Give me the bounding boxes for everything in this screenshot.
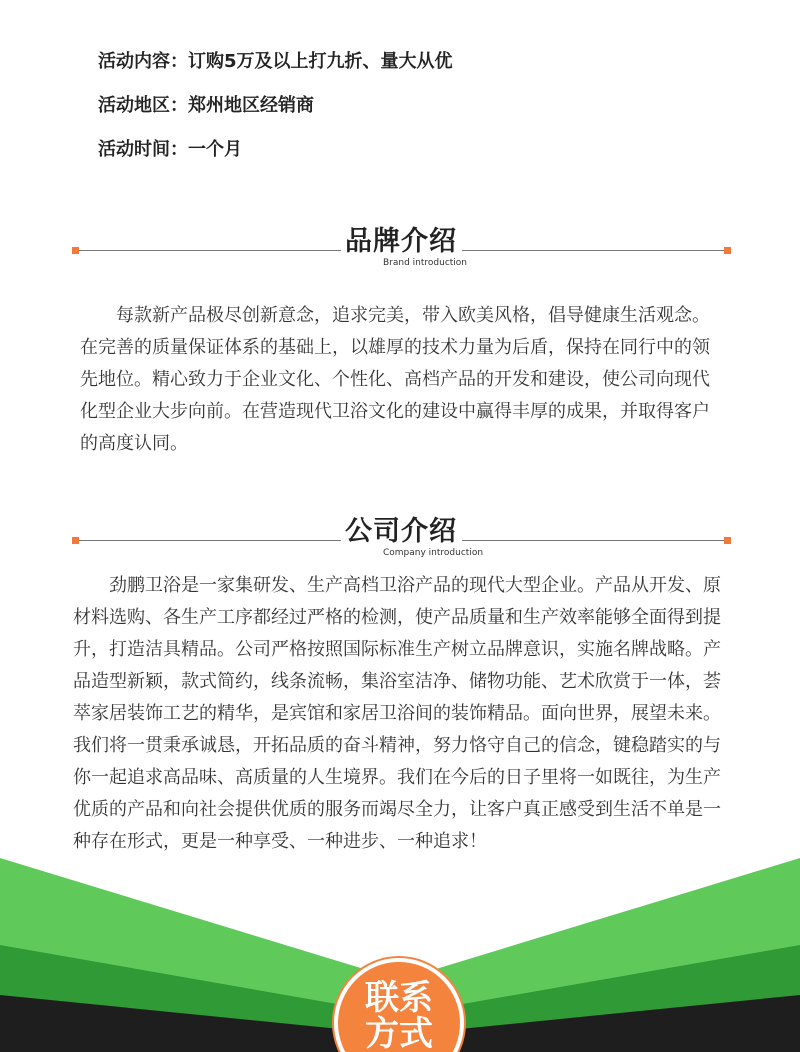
left-rule <box>79 250 341 251</box>
brand-subtitle: Brand introduction <box>383 258 468 268</box>
company-title-block <box>345 516 483 558</box>
right-rule <box>462 250 724 251</box>
company-title: 公司介绍 <box>345 516 457 547</box>
left-dot <box>72 247 79 254</box>
activity-region: 活动地区：郑州地区经销商 <box>98 95 314 116</box>
right-rule <box>462 540 724 541</box>
brand-section-header <box>0 226 800 276</box>
company-paragraph: 劲鹏卫浴是一家集研发、生产高档卫浴产品的现代大型企业。产品从开发、原材料选购、各生产工序都经过严格的检测，使产品质量和生产效率能够全面得到提升，打造洁具精品。公司严格按照国际标准生产树立品牌意识，实施名牌战略。产品造型新颖，款式简约，线条流畅，集浴室洁净、储物功能、艺术欣赏于一体，荟萃家居装饰工艺的精华，是宾馆和家居卫浴间的装饰精品。面向世界，展望未来。我们将一贯秉承诚恳，开拓品质的奋斗精神，努力恪守自己的信念，键稳踏实的与你一起追求高品味、高质量的人生境界。我们在今后的日子里将一如既往，为生产优质的产品和向社会提供优质的服务而竭尽全力，让客户真正感受到生活不单是一种存在形式，更是一种享受、一种进步、一种追求！ <box>73 575 721 852</box>
brand-paragraph: 每款新产品极尽创新意念，追求完美，带入欧美风格，倡导健康生活观念。在完善的质量保证体系的基础上，以雄厚的技术力量为后盾，保持在同行中的领先地位。精心致力于企业文化、个性化、高档产品的开发和建设，使公司向现代化型企业大步向前。在营造现代卫浴文化的建设中赢得丰厚的成果，并取得客户的高度认同。 <box>80 305 710 454</box>
right-dot <box>724 537 731 544</box>
company-subtitle: Company introduction <box>383 548 484 558</box>
left-rule <box>79 540 341 541</box>
contact-label-line2: 方式 <box>365 1014 433 1052</box>
contact-label-line1: 联系 <box>365 978 433 1018</box>
right-dot <box>724 247 731 254</box>
brand-title-block <box>345 226 467 268</box>
activity-info <box>98 48 453 180</box>
company-section-header <box>0 516 800 566</box>
activity-time: 活动时间：一个月 <box>98 139 242 160</box>
left-dot <box>72 537 79 544</box>
footer-banner <box>0 830 800 1052</box>
activity-content: 活动内容：订购5万及以上打九折、量大从优 <box>98 51 453 72</box>
brand-title: 品牌介绍 <box>345 226 457 257</box>
